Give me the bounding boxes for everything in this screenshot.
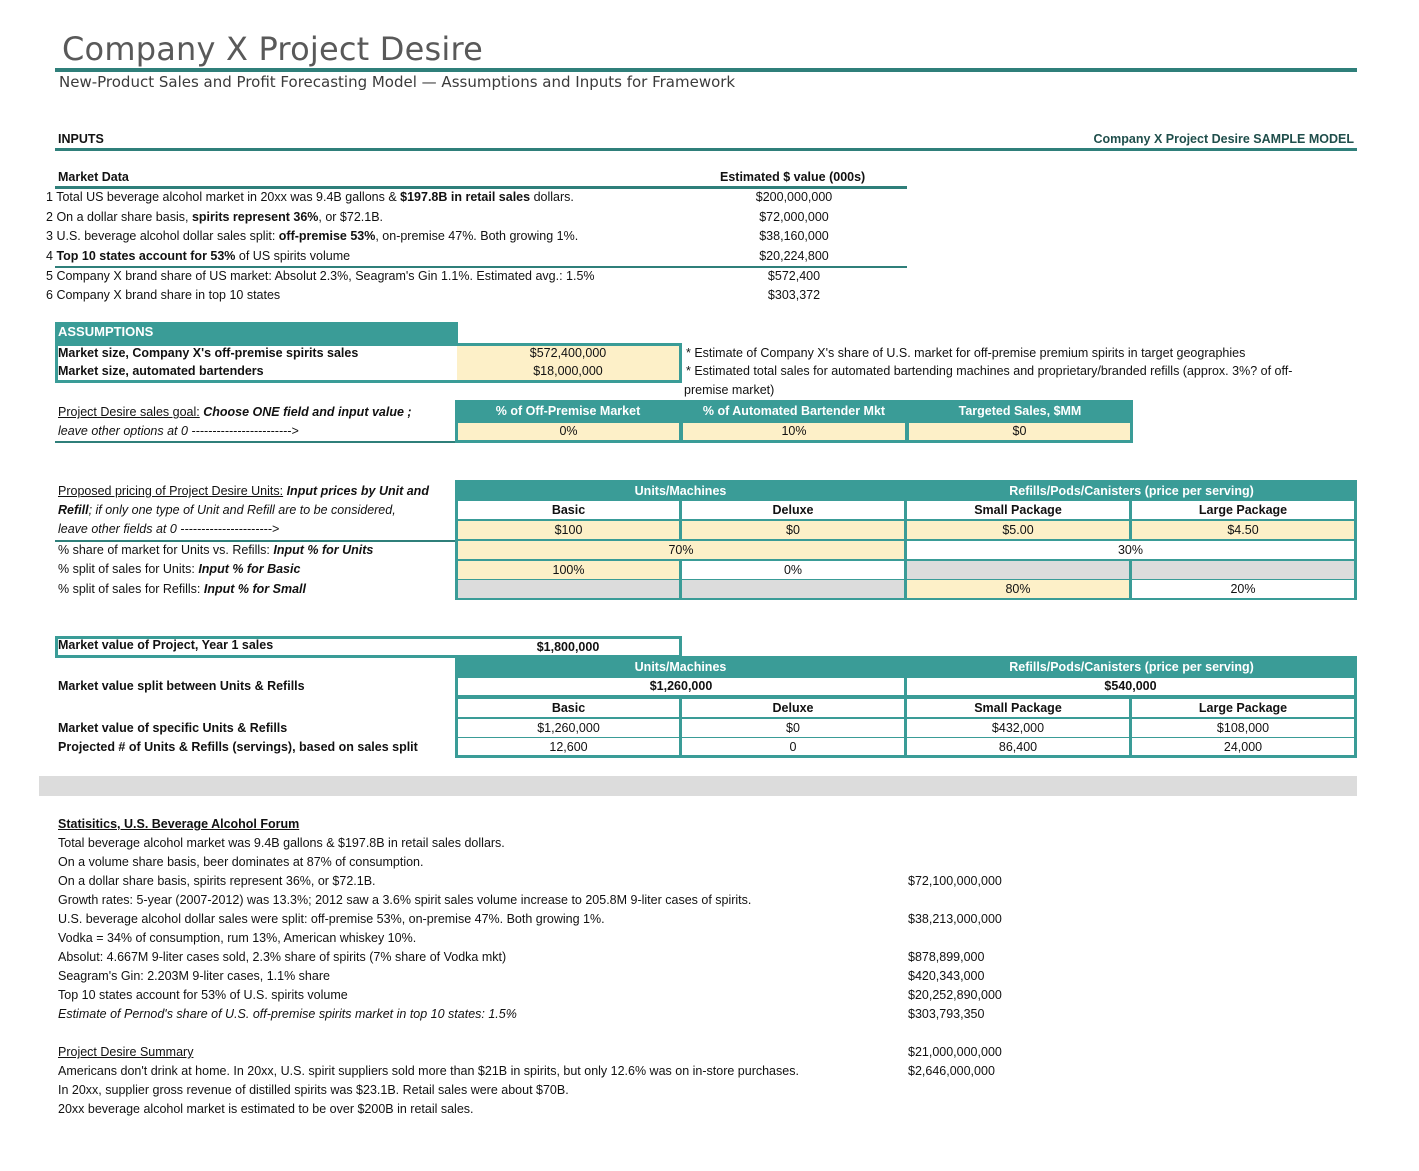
sales-goal-header-targeted: Targeted Sales, $MM <box>907 402 1133 420</box>
pricing-label-refill: Refill <box>58 503 89 517</box>
pricing-table <box>455 480 1357 600</box>
row-text: Company X brand share in top 10 states <box>56 288 281 302</box>
stat-value-5: $20,252,890,000 <box>908 988 1002 1002</box>
market-row-5 <box>46 269 595 283</box>
summary-line-1: Americans don't drink at home. In 20xx, U.S. spirit suppliers sold more than $21B in spirits, but only 12.6% was on in-store purchases. <box>58 1064 799 1078</box>
page-title: Company X Project Desire <box>62 30 483 68</box>
market-data-header: Market Data <box>58 170 129 184</box>
mv-subheader-small: Small Package <box>907 699 1129 717</box>
pricing-label-line3: leave other fields at 0 ----------------------> <box>58 522 280 536</box>
split-input-small[interactable]: 80% <box>907 580 1129 598</box>
market-row-3 <box>46 229 578 243</box>
pricing-row-share-instruction: Input % for Units <box>273 543 374 557</box>
summary-line-3: 20xx beverage alcohol market is estimated to be over $200B in retail sales. <box>58 1102 474 1116</box>
market-value-3: $38,160,000 <box>759 229 829 243</box>
pricing-row-share-text: % share of market for Units vs. Refills: <box>58 543 274 557</box>
market-row-4 <box>46 249 350 263</box>
price-input-large[interactable]: $4.50 <box>1132 521 1354 539</box>
row-number: 4 <box>46 249 53 263</box>
sales-goal-header-offpremise: % of Off-Premise Market <box>455 402 681 420</box>
market-value-4: $20,224,800 <box>759 249 829 263</box>
stat-line-8: Seagram's Gin: 2.203M 9-liter cases, 1.1% share <box>58 969 330 983</box>
mv-projected-basic: 12,600 <box>458 738 679 755</box>
pricing-row-refills-text: % split of sales for Refills: <box>58 582 204 596</box>
market-value-2: $72,000,000 <box>759 210 829 224</box>
market-row-4-rule <box>55 266 907 268</box>
row-text-end: , on-premise 47%. Both growing 1%. <box>375 229 579 243</box>
pricing-label-instruction: Input prices by Unit and <box>283 484 429 498</box>
mv-units-header: Units/Machines <box>455 658 906 676</box>
assumption-label-1: Market size, Company X's off-premise spirits sales <box>58 346 359 360</box>
sales-goal-label <box>58 405 412 419</box>
pricing-label-refill-rest: ; if only one type of Unit and Refill are to be considered, <box>88 503 396 517</box>
share-value-refills: 30% <box>907 541 1354 559</box>
split-blank-deluxe <box>682 580 904 598</box>
market-value-table <box>455 656 1357 758</box>
pricing-subheader-basic: Basic <box>458 501 679 519</box>
assumption-note-1: * Estimate of Company X's share of U.S. market for off-premise premium spirits in target geographies <box>686 346 1246 360</box>
stat-line-1: Total beverage alcohol market was 9.4B gallons & $197.8B in retail sales dollars. <box>58 836 505 850</box>
pricing-units-header: Units/Machines <box>455 482 906 500</box>
mv-specific-small: $432,000 <box>907 719 1129 737</box>
row-text: On a dollar share basis, <box>56 210 192 224</box>
pricing-label-line1 <box>58 484 429 498</box>
assumption-label-2: Market size, automated bartenders <box>58 364 264 378</box>
price-input-basic[interactable]: $100 <box>458 521 679 539</box>
stat-value-2: $38,213,000,000 <box>908 912 1002 926</box>
row-number: 2 <box>46 210 53 224</box>
split-input-basic[interactable]: 100% <box>458 561 679 579</box>
sales-goal-input-targeted[interactable]: $0 <box>909 423 1130 440</box>
stat-line-6: Vodka = 34% of consumption, rum 13%, American whiskey 10%. <box>58 931 417 945</box>
row-text-bold: $197.8B in retail sales <box>400 190 531 204</box>
sample-model-label: Company X Project Desire SAMPLE MODEL <box>1093 132 1354 146</box>
pricing-row-share <box>58 543 373 557</box>
sales-goal-table <box>455 400 1133 443</box>
pricing-row-refills-instruction: Input % for Small <box>203 582 306 596</box>
stat-value-1: $72,100,000,000 <box>908 874 1002 888</box>
pricing-subheader-large: Large Package <box>1132 501 1354 519</box>
row-text-bold: off-premise 53% <box>278 229 376 243</box>
mv-projected-small: 86,400 <box>907 738 1129 755</box>
statistics-header: Statisitics, U.S. Beverage Alcohol Forum <box>58 817 300 831</box>
stat-value-3: $878,899,000 <box>908 950 985 964</box>
market-value-1: $200,000,000 <box>755 190 833 204</box>
summary-value-2: $2,646,000,000 <box>908 1064 995 1078</box>
pricing-label-title: Proposed pricing of Project Desire Units: <box>58 484 284 498</box>
market-value-5: $572,400 <box>767 269 821 283</box>
assumption-input-2[interactable]: $18,000,000 <box>533 364 603 378</box>
split-blank-basic <box>458 580 679 598</box>
row-text: Total US beverage alcohol market in 20xx was 9.4B gallons & <box>56 190 401 204</box>
stat-line-9: Top 10 states account for 53% of U.S. spirits volume <box>58 988 348 1002</box>
mv-specific-basic: $1,260,000 <box>458 719 679 737</box>
pricing-row-units <box>58 562 300 576</box>
market-value-header: Estimated $ value (000s) <box>720 170 866 184</box>
row-number: 1 <box>46 190 53 204</box>
pricing-refills-header: Refills/Pods/Canisters (price per serving) <box>906 482 1357 500</box>
row-text: of US spirits volume <box>235 249 351 263</box>
pricing-row-refills <box>58 582 306 596</box>
page-subtitle: New-Product Sales and Profit Forecasting Model — Assumptions and Inputs for Framework <box>59 73 736 91</box>
assumptions-header <box>55 322 458 343</box>
row-text-end: dollars. <box>530 190 574 204</box>
mv-specific-large: $108,000 <box>1132 719 1354 737</box>
mv-projected-deluxe: 0 <box>682 738 904 755</box>
title-rule <box>55 68 1357 72</box>
mv-units-value: $1,260,000 <box>458 678 904 695</box>
market-row-6 <box>46 288 280 302</box>
row-text-bold: Top 10 states account for 53% <box>56 249 236 263</box>
row-text: Company X brand share of US market: Absolut 2.3%, Seagram's Gin 1.1%. Estimated avg.: 1.5% <box>56 269 595 283</box>
assumption-input-1[interactable]: $572,400,000 <box>529 346 607 360</box>
row-text: U.S. beverage alcohol dollar sales split: <box>56 229 279 243</box>
assumptions-header-text: ASSUMPTIONS <box>58 324 154 339</box>
pricing-rule <box>55 540 455 542</box>
mv-specific-deluxe: $0 <box>682 719 904 737</box>
market-value-total: $1,800,000 <box>536 640 600 654</box>
stat-line-10: Estimate of Pernod's share of U.S. off-premise spirits market in top 10 states: 1.5% <box>58 1007 517 1021</box>
summary-value-1: $21,000,000,000 <box>908 1045 1002 1059</box>
market-data-rule <box>55 186 907 189</box>
split-value-deluxe: 0% <box>682 561 904 579</box>
price-input-small[interactable]: $5.00 <box>907 521 1129 539</box>
market-value-projected-label: Projected # of Units & Refills (servings), based on sales split <box>58 740 418 754</box>
mv-refills-header: Refills/Pods/Canisters (price per serving) <box>906 658 1357 676</box>
summary-header: Project Desire Summary <box>58 1045 194 1059</box>
mv-subheader-basic: Basic <box>458 699 679 717</box>
pricing-subheader-deluxe: Deluxe <box>682 501 904 519</box>
share-input-units[interactable]: 70% <box>458 541 904 559</box>
sales-goal-input-offpremise[interactable]: 0% <box>458 423 679 440</box>
stat-line-7: Absolut: 4.667M 9-liter cases sold, 2.3% share of spirits (7% share of Vodka mkt) <box>58 950 507 964</box>
stat-line-2: On a volume share basis, beer dominates at 87% of consumption. <box>58 855 424 869</box>
mv-subheader-deluxe: Deluxe <box>682 699 904 717</box>
row-number: 6 <box>46 288 53 302</box>
market-value-specific-label: Market value of specific Units & Refills <box>58 721 288 735</box>
row-number: 5 <box>46 269 53 283</box>
sales-goal-header-bartender: % of Automated Bartender Mkt <box>681 402 907 420</box>
mv-subheader-large: Large Package <box>1132 699 1354 717</box>
market-value-6: $303,372 <box>767 288 821 302</box>
sales-goal-input-bartender[interactable]: 10% <box>683 423 905 440</box>
sales-goal-label-instruction: Choose ONE field and input value ; <box>199 405 412 419</box>
market-value-split-label: Market value split between Units & Refills <box>58 679 305 693</box>
price-input-deluxe[interactable]: $0 <box>682 521 904 539</box>
row-text-bold: spirits represent 36% <box>191 210 319 224</box>
stat-value-4: $420,343,000 <box>908 969 985 983</box>
row-text-end: , or $72.1B. <box>318 210 384 224</box>
market-value-label: Market value of Project, Year 1 sales <box>58 638 274 652</box>
inputs-label: INPUTS <box>58 132 104 146</box>
market-row-1 <box>46 190 574 204</box>
summary-line-2: In 20xx, supplier gross revenue of distilled spirits was $23.1B. Retail sales were about $70B. <box>58 1083 569 1097</box>
section-divider <box>39 776 1357 796</box>
stat-line-5: U.S. beverage alcohol dollar sales were split: off-premise 53%, on-premise 47%. Both growing 1%. <box>58 912 605 926</box>
pricing-row-units-text: % split of sales for Units: <box>58 562 199 576</box>
stat-line-4: Growth rates: 5-year (2007-2012) was 13.3%; 2012 saw a 3.6% spirit sales volume increase to 205.8M 9-liter cases of spirits. <box>58 893 752 907</box>
sales-goal-rule <box>55 441 455 443</box>
inputs-rule <box>55 148 1357 151</box>
pricing-subheader-small: Small Package <box>907 501 1129 519</box>
split-blank-large <box>1132 561 1354 579</box>
stat-value-6: $303,793,350 <box>908 1007 985 1021</box>
stat-line-3: On a dollar share basis, spirits represent 36%, or $72.1B. <box>58 874 376 888</box>
assumption-note-2b: premise market) <box>684 383 775 397</box>
mv-refills-value: $540,000 <box>907 678 1354 695</box>
row-number: 3 <box>46 229 53 243</box>
mv-projected-large: 24,000 <box>1132 738 1354 755</box>
pricing-label-line2 <box>58 503 396 517</box>
sales-goal-label-title: Project Desire sales goal: <box>58 405 200 419</box>
pricing-row-units-instruction: Input % for Basic <box>198 562 301 576</box>
assumption-note-2a: * Estimated total sales for automated bartending machines and proprietary/branded refills (approx. 3%? of off- <box>686 364 1293 378</box>
sales-goal-label-line2: leave other options at 0 ------------------------> <box>58 424 299 438</box>
split-blank-small <box>907 561 1129 579</box>
split-value-large: 20% <box>1132 580 1354 598</box>
market-row-2 <box>46 210 383 224</box>
